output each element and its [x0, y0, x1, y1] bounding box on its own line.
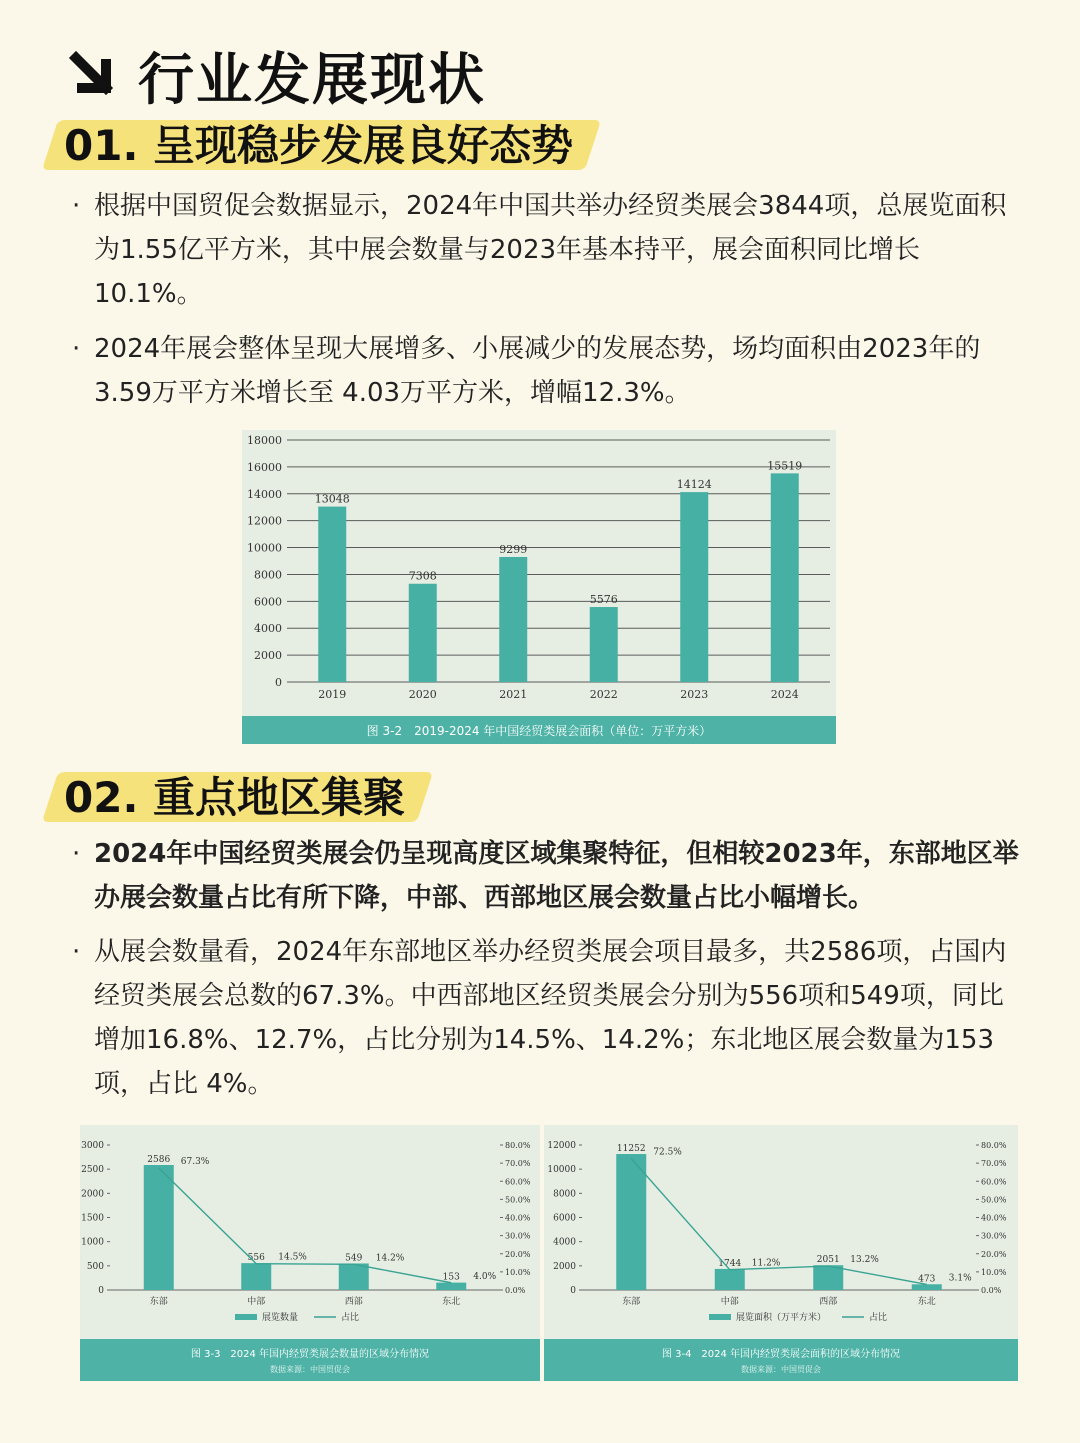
bar [241, 1263, 271, 1290]
y2-tick-label: 30.0% [505, 1231, 531, 1241]
y-tick-label: 2000 [553, 1261, 576, 1272]
page-title: 行业发展现状 [138, 48, 486, 113]
y2-tick-label: 10.0% [981, 1267, 1007, 1277]
bar [715, 1269, 745, 1290]
y-tick-label: 16000 [247, 460, 282, 474]
section2-paragraph-2 [72, 930, 1022, 1106]
chart2-caption: 图 3-3 2024 年国内经贸类展会数量的区域分布情况 [190, 1349, 430, 1360]
paragraph-text: 2024年中国经贸类展会仍呈现高度区域集聚特征，但相较2023年，东部地区举办展会数量占比有所下降，中部、西部地区展会数量占比小幅增长。 [94, 839, 1019, 913]
data-label: 5576 [589, 593, 618, 607]
section1-heading-text: 01. 呈现稳步发展良好态势 [64, 121, 574, 170]
page-title-row [66, 36, 486, 116]
bullet-dot: · [72, 334, 81, 364]
x-tick-label: 东部 [149, 1297, 168, 1307]
y-tick-label: 2000 [254, 649, 282, 663]
y2-tick-label: 60.0% [505, 1177, 531, 1187]
chart-exhibition-area [242, 430, 836, 744]
section2-heading-text: 02. 重点地区集聚 [64, 773, 406, 822]
y2-tick-label: 70.0% [505, 1159, 531, 1169]
section2-paragraph-1 [72, 832, 1022, 920]
bullet-dot: · [72, 937, 81, 967]
y-tick-label: 12000 [247, 514, 282, 528]
section1-paragraph-2 [72, 327, 1022, 415]
paragraph-text: 2024年展会整体呈现大展增多、小展减少的发展态势，场均面积由2023年的3.59万平方米增长至 4.03万平方米，增幅12.3%。 [94, 334, 981, 408]
data-label: 556 [247, 1253, 265, 1264]
section1-heading [58, 114, 573, 172]
bar [436, 1283, 466, 1290]
x-tick-label: 中部 [247, 1297, 266, 1307]
section2-heading [58, 766, 405, 824]
y-tick-label: 6000 [553, 1213, 576, 1224]
x-tick-label: 2023 [680, 688, 709, 701]
share-label: 11.2% [751, 1258, 781, 1269]
y2-tick-label: 50.0% [505, 1195, 531, 1205]
data-label: 2051 [816, 1255, 840, 1266]
data-label: 1744 [718, 1258, 742, 1269]
share-label: 72.5% [653, 1147, 682, 1158]
bar [680, 492, 708, 682]
paragraph-text: 从展会数量看，2024年东部地区举办经贸类展会项目最多，共2586项，占国内经贸类展会总数的67.3%。中西部地区经贸类展会分别为556项和549项，同比增加16.8%、12.7%，占比分别为14.5%、14.2%；东北地区展会数量为153项，占比 4%。 [94, 937, 1007, 1099]
x-tick-label: 2019 [318, 688, 347, 701]
x-tick-label: 2021 [499, 688, 528, 701]
y2-tick-label: 40.0% [981, 1213, 1007, 1223]
y2-tick-label: 40.0% [505, 1213, 531, 1223]
y-tick-label: 12000 [547, 1141, 576, 1151]
y2-tick-label: 50.0% [981, 1195, 1007, 1205]
y2-tick-label: 20.0% [505, 1249, 531, 1259]
data-label: 153 [442, 1272, 460, 1283]
y-tick-label: 4000 [254, 622, 282, 636]
y-tick-label: 0 [275, 676, 282, 689]
legend-bar-label: 展览数量 [262, 1313, 299, 1323]
y-tick-label: 1500 [81, 1213, 104, 1224]
chart3-caption: 图 3-4 2024 年国内经贸类展会面积的区域分布情况 [661, 1349, 901, 1360]
y-tick-label: 2500 [81, 1165, 104, 1176]
bar [499, 557, 527, 682]
y-tick-label: 10000 [547, 1165, 576, 1176]
legend-bar-swatch [709, 1314, 731, 1320]
paragraph-text: 根据中国贸促会数据显示，2024年中国共举办经贸类展会3844项，总展览面积为1.55亿平方米，其中展会数量与2023年基本持平，展会面积同比增长10.1%。 [94, 191, 1007, 309]
share-label: 13.2% [850, 1255, 879, 1266]
bar [318, 507, 346, 682]
y-tick-label: 3000 [81, 1141, 104, 1151]
data-label: 9299 [499, 542, 528, 556]
x-tick-label: 2024 [770, 688, 799, 701]
legend-bar-swatch [235, 1314, 257, 1320]
data-label: 15519 [767, 459, 803, 473]
y-tick-label: 14000 [247, 487, 282, 501]
data-label: 13048 [314, 492, 350, 506]
share-label: 14.2% [375, 1253, 405, 1264]
bar [616, 1154, 646, 1290]
y2-tick-label: 70.0% [981, 1159, 1007, 1169]
x-tick-label: 西部 [344, 1297, 363, 1307]
y-tick-label: 4000 [553, 1237, 576, 1248]
data-label: 14124 [676, 478, 712, 492]
arrow-down-right-icon [66, 46, 126, 106]
share-label: 14.5% [278, 1252, 307, 1263]
y2-tick-label: 0.0% [505, 1286, 526, 1295]
x-tick-label: 东北 [917, 1297, 936, 1307]
bar [912, 1284, 942, 1290]
y-tick-label: 18000 [247, 434, 282, 447]
chart2-caption-bar [80, 1339, 540, 1381]
data-label: 2586 [147, 1155, 171, 1166]
share-line [159, 1168, 452, 1283]
bar [771, 473, 799, 682]
bullet-dot: · [72, 839, 81, 869]
section1-paragraph-1 [72, 184, 1022, 316]
x-tick-label: 2020 [408, 688, 437, 701]
chart3-caption-bar [544, 1339, 1018, 1381]
chart2-svg [80, 1125, 540, 1337]
y-tick-label: 8000 [254, 568, 282, 582]
share-label: 3.1% [948, 1273, 972, 1284]
chart3-source: 数据来源：中国贸促会 [741, 1365, 821, 1374]
data-label: 7308 [408, 569, 437, 583]
y-tick-label: 2000 [81, 1189, 104, 1200]
y2-tick-label: 20.0% [981, 1249, 1007, 1259]
chart1-caption: 图 3-2 2019-2024 年中国经贸类展会面积（单位：万平方米） [366, 723, 712, 738]
y-tick-label: 1000 [81, 1237, 104, 1248]
share-label: 4.0% [473, 1271, 497, 1282]
chart-region-area [544, 1125, 1018, 1381]
bullet-dot: · [72, 191, 81, 221]
y2-tick-label: 0.0% [981, 1286, 1002, 1295]
legend-line-label: 占比 [869, 1313, 888, 1323]
bar [409, 584, 437, 682]
y-tick-label: 0 [98, 1286, 104, 1296]
data-label: 473 [918, 1274, 936, 1285]
y2-tick-label: 60.0% [981, 1177, 1007, 1187]
y-tick-label: 10000 [247, 541, 282, 555]
bar [813, 1265, 843, 1290]
chart3-svg [544, 1125, 1018, 1337]
legend-bar-label: 展览面积（万平方米） [736, 1313, 827, 1323]
data-label: 11252 [616, 1144, 646, 1155]
y2-tick-label: 10.0% [505, 1267, 531, 1277]
legend-line-label: 占比 [341, 1313, 360, 1323]
chart2-source: 数据来源：中国贸促会 [270, 1365, 350, 1374]
y2-tick-label: 30.0% [981, 1231, 1007, 1241]
y-tick-label: 8000 [553, 1189, 576, 1200]
chart1-caption-bar [242, 716, 836, 744]
x-tick-label: 东北 [442, 1297, 461, 1307]
bar [144, 1165, 174, 1290]
data-label: 549 [345, 1253, 363, 1264]
y-tick-label: 0 [570, 1286, 576, 1296]
chart1-svg [242, 430, 836, 714]
bar [590, 607, 618, 682]
share-label: 67.3% [180, 1157, 210, 1168]
y2-tick-label: 80.0% [981, 1141, 1007, 1150]
y2-tick-label: 80.0% [505, 1141, 531, 1150]
y-tick-label: 6000 [254, 595, 282, 609]
x-tick-label: 西部 [819, 1297, 838, 1307]
bar [339, 1263, 369, 1290]
x-tick-label: 中部 [720, 1297, 739, 1307]
x-tick-label: 2022 [589, 688, 618, 701]
x-tick-label: 东部 [622, 1297, 641, 1307]
chart-region-count [80, 1125, 540, 1381]
y-tick-label: 500 [86, 1261, 104, 1272]
